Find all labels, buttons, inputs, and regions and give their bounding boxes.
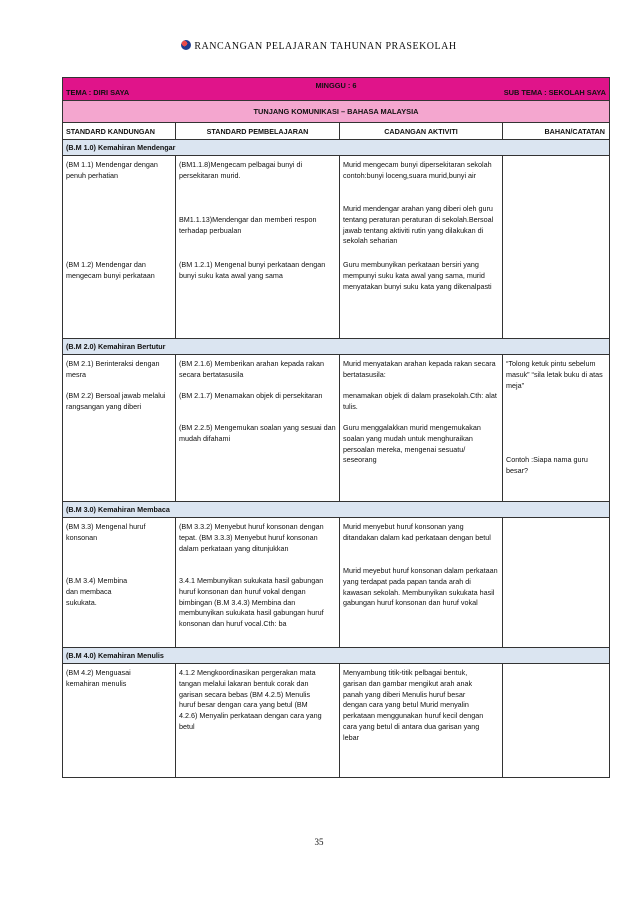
aktiviti-text: Menyambung titik-titik pelbagai bentuk, garisan dan gambar mengikut arah anak panah yang diberi Menulis huruf besar dengan cara yang betul Murid menyalin perkataan menggunakan huruf kecil dengan cara yang betul di antara dua garisan yang lebar — [343, 668, 484, 742]
kandungan-text: (BM 1.2) Mendengar dan mengecam bunyi perkataan — [66, 260, 155, 280]
kandungan-text: (BM 2.1) Berinteraksi dengan mesra — [66, 359, 160, 379]
aktiviti-text: Murid menyebut huruf konsonan yang ditandakan dalam kad perkataan dengan betul — [343, 522, 491, 542]
section-row — [63, 518, 610, 648]
kandungan-cell — [63, 355, 176, 502]
column-header: CADANGAN AKTIVITI — [340, 123, 503, 140]
tunjang-row — [63, 101, 610, 123]
kandungan-text: (B.M 3.4) Membina dan membaca sukukata. — [66, 576, 128, 607]
subtheme-label: SUB TEMA : SEKOLAH SAYA — [503, 88, 606, 97]
bahan-text: Contoh :Siapa nama guru besar? — [506, 455, 588, 475]
bahan-cell — [503, 518, 610, 648]
kandungan-text: (BM 4.2) Menguasai kemahiran menulis — [66, 668, 131, 688]
aktiviti-cell — [340, 664, 503, 778]
column-header: STANDARD PEMBELAJARAN — [176, 123, 340, 140]
section-title: (B.M 1.0) Kemahiran Mendengar — [63, 140, 610, 156]
tunjang-title: TUNJANG KOMUNIKASI – BAHASA MALAYSIA — [63, 101, 610, 123]
section-row — [63, 355, 610, 502]
column-header: BAHAN/CATATAN — [503, 123, 610, 140]
pembelajaran-text: (BM 2.2.5) Mengemukan soalan yang sesuai dan mudah difahami — [179, 423, 336, 443]
theme-label: TEMA : DIRI SAYA — [66, 88, 130, 97]
aktiviti-text: Murid mengecam bunyi dipersekitaran sekolah contoh:bunyi loceng,suara murid,bunyi air — [343, 160, 492, 180]
section-title: (B.M 3.0) Kemahiran Membaca — [63, 502, 610, 518]
aktiviti-text: Murid meyebut huruf konsonan dalam perkataan yang terdapat pada papan tanda arah di kawasan sekolah. Membunyikan sukukata hasil gabungan huruf konsonan dan huruf vokal — [343, 566, 498, 608]
pembelajaran-text: (BM 1.2.1) Mengenal bunyi perkataan dengan bunyi suku kata awal yang sama — [179, 260, 326, 280]
page-number: 35 — [314, 837, 324, 847]
pembelajaran-text: BM1.1.13)Mendengar dan memberi respon terhadap perbualan — [179, 215, 317, 235]
week-label: MINGGU : 6 — [315, 81, 357, 90]
bahan-cell — [503, 664, 610, 778]
pembelajaran-text: 4.1.2 Mengkoordinasikan pergerakan mata tangan melalui lakaran bentuk corak dan garisan secara bebas (BM 4.2.5) Menulis huruf besar dengan cara yang betul (BM 4.2.6) Menyalin perkataan dengan cara yang betul — [179, 668, 322, 731]
aktiviti-text: Guru menggalakkan murid mengemukakan soalan yang mudah untuk menghuraikan persoalan mereka, mengenai sesuatu/ seseorang — [343, 423, 481, 465]
section-title: (B.M 4.0) Kemahiran Menulis — [63, 648, 610, 664]
section-header — [63, 648, 610, 664]
header-title: RANCANGAN PELAJARAN TAHUNAN PRASEKOLAH — [194, 41, 457, 52]
section-row — [63, 156, 610, 339]
column-header-row — [63, 123, 610, 140]
kandungan-text: (BM 2.2) Bersoal jawab melalui rangsangan yang diberi — [66, 391, 166, 411]
section-title: (B.M 2.0) Kemahiran Bertutur — [63, 339, 610, 355]
lesson-plan-table — [62, 77, 610, 778]
section-header — [63, 502, 610, 518]
pembelajaran-text: (BM 2.1.7) Menamakan objek di persekitaran — [179, 391, 323, 400]
section-header — [63, 140, 610, 156]
section-row — [63, 664, 610, 778]
aktiviti-cell — [340, 355, 503, 502]
column-header: STANDARD KANDUNGAN — [63, 123, 176, 140]
pembelajaran-cell — [176, 518, 340, 648]
kandungan-text: (BM 1.1) Mendengar dengan penuh perhatian — [66, 160, 158, 180]
pembelajaran-text: 3.4.1 Membunyikan sukukata hasil gabungan huruf konsonan dan huruf vokal dengan bimbingan (B.M 3.4.3) Membina dan membunyikan sukukata hasil gabungan huruf konsonan dan huruf vocal.Cth: ba — [179, 576, 324, 629]
ministry-logo-icon — [181, 40, 191, 50]
lesson-plan-page — [62, 77, 609, 778]
pembelajaran-cell — [176, 664, 340, 778]
kandungan-text: (BM 3.3) Mengenal huruf konsonan — [66, 522, 146, 542]
kandungan-cell — [63, 156, 176, 339]
aktiviti-text: menamakan objek di dalam prasekolah.Cth: alat tulis. — [343, 391, 497, 411]
aktiviti-cell — [340, 518, 503, 648]
bahan-cell — [503, 355, 610, 502]
page-header — [0, 40, 638, 52]
pembelajaran-text: (BM 2.1.6) Memberikan arahan kepada rakan secara bertatasusila — [179, 359, 325, 379]
week-banner — [63, 78, 610, 101]
pembelajaran-text: (BM1.1.8)Mengecam pelbagai bunyi di persekitaran murid. — [179, 160, 303, 180]
pembelajaran-cell — [176, 156, 340, 339]
pembelajaran-cell — [176, 355, 340, 502]
aktiviti-text: Murid mendengar arahan yang diberi oleh guru tentang peraturan peraturan di sekolah.Bersoal jawab tentang aktiviti rutin yang dilakukan di sekolah seharian — [343, 204, 494, 246]
aktiviti-text: Murid menyatakan arahan kepada rakan secara bertatasusila: — [343, 359, 496, 379]
pembelajaran-text: (BM 3.3.2) Menyebut huruf konsonan dengan tepat. (BM 3.3.3) Menyebut huruf konsonan dalam perkataan yang ditunjukkan — [179, 522, 324, 553]
aktiviti-cell — [340, 156, 503, 339]
kandungan-cell — [63, 518, 176, 648]
aktiviti-text: Guru membunyikan perkataan bersiri yang mempunyi suku kata awal yang sama, murid menyatakan bunyi suku kata yang dikenalpasti — [343, 260, 492, 291]
kandungan-cell — [63, 664, 176, 778]
bahan-cell — [503, 156, 610, 339]
bahan-text: “Tolong ketuk pintu sebelum masuk” “sila letak buku di atas meja” — [506, 359, 603, 390]
section-header — [63, 339, 610, 355]
